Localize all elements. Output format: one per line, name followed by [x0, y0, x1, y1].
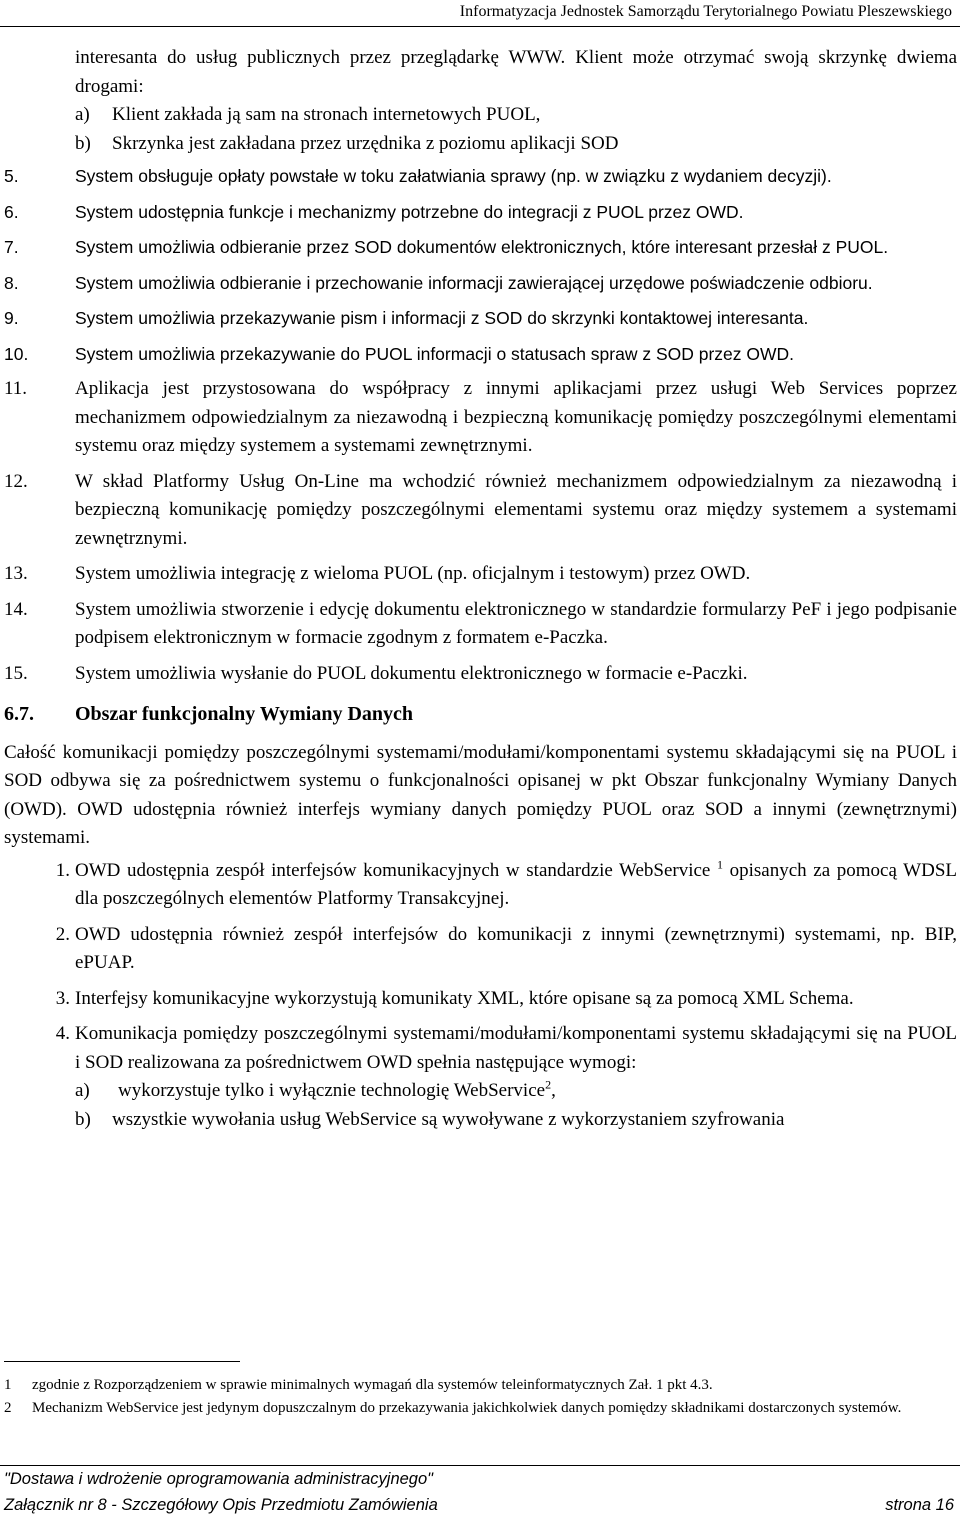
footnote-text: Mechanizm WebService jest jedynym dopuszczalnym do przekazywania jakichkolwiek danych pomiędzy składnikami dostarczonych systemów.	[32, 1400, 902, 1416]
page-header	[0, 0, 960, 27]
option-letter: b)	[75, 132, 91, 154]
item-number: 13.	[4, 563, 28, 584]
list-item	[4, 921, 957, 978]
option-text: Klient zakłada ją sam na stronach internetowych PUOL,	[112, 104, 541, 125]
item-text: System udostępnia funkcje i mechanizmy potrzebne do integracji z PUOL przez OWD.	[75, 201, 744, 222]
header-title: Informatyzacja Jednostek Samorządu Terytorialnego Powiatu Pleszewskiego	[459, 3, 952, 20]
item-number: 12.	[4, 470, 28, 492]
section-paragraph: Całość komunikacji pomiędzy poszczególnymi systemami/modułami/komponentami systemu składającymi się na PUOL i SOD odbywa się za pośrednictwem systemu o funkcjonalności opisanej w pkt Obszar funkcjonalny Wymiany Danych (OWD). OWD udostępnia również interfejs wymiany danych pomiędzy PUOL oraz SOD a innymi (zewnętrznymi) systemami.	[4, 741, 957, 848]
list-item	[4, 857, 957, 914]
requirement-letter: a)	[75, 1080, 90, 1101]
footnote	[4, 1374, 957, 1397]
requirement-text: wykorzystuje tylko i wyłącznie technologię WebService	[118, 1080, 546, 1101]
item-text: System umożliwia stworzenie i edycję dokumentu elektronicznego w standardzie formularzy PeF i jego podpisanie podpisem elektronicznym w formacie zgodnym z formatem e-Paczka.	[75, 598, 957, 648]
item-number: 6.	[4, 201, 19, 222]
footnote-separator	[4, 1361, 240, 1362]
list-item	[4, 375, 957, 461]
list-item	[4, 985, 957, 1014]
item-text: System obsługuje opłaty powstałe w toku załatwiania sprawy (np. w związku z wydaniem decyzji).	[75, 166, 832, 186]
list-item	[4, 1020, 957, 1077]
item-text: Aplikacja jest przystosowana do współpracy z innymi aplikacjami przez usługi Web Services poprzez mechanizmem odpowiedzialnym za niezawodną i bezpieczną komunikację pomiędzy poszczególnymi elementami systemu oraz między systemem a systemami zewnętrznymi.	[75, 378, 957, 456]
item-number: 9.	[4, 308, 19, 328]
item-number: 4.	[55, 1023, 70, 1044]
page-footer	[0, 1465, 960, 1518]
list-item	[4, 660, 957, 689]
requirements-list-serif	[4, 375, 957, 688]
item-number: 14.	[4, 598, 28, 620]
footnote-ref: 1	[717, 857, 723, 872]
item-number: 15.	[4, 662, 28, 684]
item-number: 7.	[4, 237, 19, 257]
footer-line-2: Załącznik nr 8 - Szczegółowy Opis Przedmiotu Zamówienia	[4, 1496, 438, 1514]
page-content	[4, 44, 957, 1134]
item-text: System umożliwia przekazywanie pism i informacji z SOD do skrzynki kontaktowej interesanta.	[75, 308, 809, 328]
item-text: Komunikacja pomiędzy poszczególnymi systemami/modułami/komponentami systemu składającymi się na PUOL i SOD realizowana za pośrednictwem OWD spełnia następujące wymogi:	[75, 1023, 957, 1073]
section-number: 6.7.	[4, 703, 34, 725]
option-letter: a)	[75, 104, 90, 125]
option-text: Skrzynka jest zakładana przez urzędnika z poziomu aplikacji SOD	[112, 132, 619, 154]
item-number: 5.	[4, 166, 19, 186]
requirement-a	[4, 1077, 957, 1106]
section-heading	[4, 700, 957, 729]
list-item	[4, 233, 957, 262]
list-item	[4, 304, 957, 333]
item-text-cont: opisanych za pomocą WDSL dla poszczególnych elementów Platformy Transakcyjnej.	[75, 859, 958, 909]
footnote-text: zgodnie z Rozporządzeniem w sprawie minimalnych wymagań dla systemów teleinformatycznych Zał. 1 pkt 4.3.	[32, 1377, 713, 1393]
item-text: System umożliwia przekazywanie do PUOL informacji o statusach spraw z SOD przez OWD.	[75, 343, 795, 364]
item-text: System umożliwia integrację z wieloma PUOL (np. oficjalnym i testowym) przez OWD.	[75, 563, 751, 584]
list-item	[4, 269, 957, 298]
item-number: 2.	[55, 923, 70, 945]
item-number: 8.	[4, 272, 19, 293]
list-item	[4, 162, 957, 191]
item-number: 1.	[55, 859, 70, 881]
list-item	[4, 560, 957, 589]
owd-list	[4, 857, 957, 1078]
requirement-b	[4, 1106, 957, 1135]
footnote-number: 1	[4, 1377, 12, 1393]
footnote	[4, 1397, 957, 1420]
intro-option-b	[4, 130, 957, 159]
requirement-text: wszystkie wywołania usług WebService są wywoływane z wykorzystaniem szyfrowania	[112, 1108, 785, 1130]
footnotes	[4, 1374, 957, 1420]
section-title: Obszar funkcjonalny Wymiany Danych	[75, 703, 414, 725]
item-text: System umożliwia odbieranie i przechowanie informacji zawierającej urzędowe poświadczenie odbioru.	[75, 272, 873, 293]
item-number: 11.	[4, 378, 28, 399]
intro-option-a	[4, 101, 957, 130]
requirement-text-cont: ,	[551, 1080, 556, 1101]
item-text: System umożliwia odbieranie przez SOD dokumentów elektronicznych, które interesant przesłał z PUOL.	[75, 237, 889, 257]
page-number: strona 16	[885, 1496, 954, 1514]
item-text: W skład Platformy Usług On-Line ma wchodzić również mechanizmem odpowiedzialnym za niezawodną i bezpieczną komunikację pomiędzy poszczególnymi elementami systemu oraz między systemem a systemami zewnętrznymi.	[75, 470, 957, 549]
list-item	[4, 468, 957, 554]
requirement-letter: b)	[75, 1108, 91, 1130]
item-number: 3.	[55, 987, 70, 1009]
intro-text: interesanta do usług publicznych przez przeglądarkę WWW. Klient może otrzymać swoją skrzynkę dwiema drogami:	[75, 47, 957, 97]
footnote-number: 2	[4, 1400, 12, 1416]
item-text: System umożliwia wysłanie do PUOL dokumentu elektronicznego w formacie e-Paczki.	[75, 662, 748, 684]
item-number: 10.	[4, 343, 29, 364]
item-text: OWD udostępnia zespół interfejsów komunikacyjnych w standardzie WebService	[75, 859, 711, 881]
footnote-ref: 2	[545, 1077, 552, 1092]
item-text: Interfejsy komunikacyjne wykorzystują komunikaty XML, które opisane są za pomocą XML Schema.	[75, 987, 854, 1009]
footer-line-1: "Dostawa i wdrożenie oprogramowania administracyjnego"	[4, 1470, 434, 1488]
list-item	[4, 340, 957, 369]
list-item	[4, 596, 957, 653]
list-item	[4, 198, 957, 227]
item-text: OWD udostępnia również zespół interfejsów do komunikacji z innymi (zewnętrznymi) systemami, np. BIP, ePUAP.	[75, 923, 957, 973]
requirements-list-sans	[4, 162, 957, 368]
